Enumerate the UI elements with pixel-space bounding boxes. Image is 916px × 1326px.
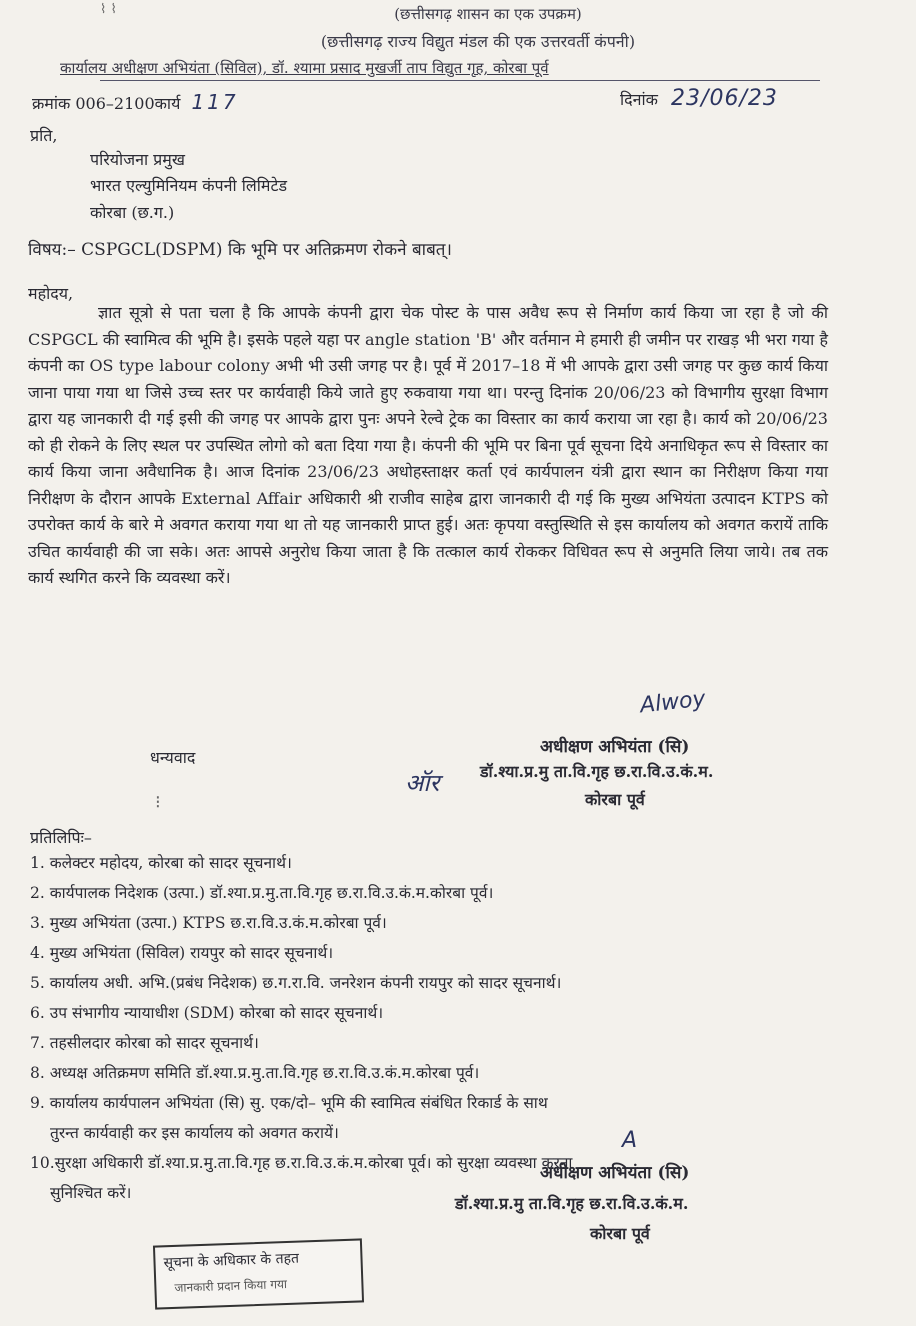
cc-title: प्रतिलिपिः– [30,828,92,847]
recipient-line-2: भारत एल्युमिनियम कंपनी लिमिटेड [90,176,288,195]
corner-mark: ⌇ ⌇ [100,2,117,17]
signatory-place: कोरबा पूर्व [585,790,645,809]
rti-stamp [153,1238,364,1309]
salutation: महोदय, [28,284,74,303]
cc-item-continuation: सुनिश्चित करें। [50,1184,132,1202]
margin-mark: ⁝ [155,792,161,813]
prati-label: प्रति, [30,126,58,145]
cc-item: 9. कार्यालय कार्यपालन अभियंता (सि) सु. एक/दो– भूमि की स्वामित्व संबंधित रिकार्ड के साथ [30,1094,548,1112]
letter-body: ज्ञात सूत्रो से पता चला है कि आपके कंपनी द्वारा चेक पोस्ट के पास अवैध रूप से निर्माण कार्य किया जा रहा है जो की CSPGCL की स्वामित्व की भूमि है। इसके पहले यहा पर angle station 'B' और वर्तमान मे हमारी ही जमीन पर राखड़ भी भरा गया है कंपनी का OS type labour colony अभी भी उसी जगह पर है। पूर्व में 2017–18 में भी आपके द्वारा उसी जगह पर कुछ कार्य किया जाना पाया गया था जिसे उच्च स्तर पर कार्यवाही किये जाते हुए रुकवाया गया था। परन्तु दिनांक 20/06/23 को विभागीय सुरक्षा विभाग द्वारा यह जानकारी दी गई इसी की जगह पर आपके द्वारा पुनः अपने रेल्वे ट्रेक का विस्तार का कार्य कराया जा रहा है। कार्य को 20/06/23 को ही रोकने के लिए स्थल पर उपस्थित लोगो को बता दिया गया है। कंपनी की भूमि पर बिना पूर्व सूचना दिये अनाधिकृत रूप से विस्तार का कार्य किया जाना अवैधानिक है। आज दिनांक 23/06/23 अधोहस्ताक्षर कर्ता एवं कार्यपालन यंत्री द्वारा स्थान का निरीक्षण किया गया निरीक्षण के दौरान आपके External Affair अधिकारी श्री राजीव साहेब द्वारा जानकारी दी गई कि मुख्य अभियंता उत्पादन KTPS को उपरोक्त कार्य के बारे मे अवगत कराया गया था तो यह जानकारी प्राप्त हुई। अतः कृपया वस्तुस्थिति से इस कार्यालय को अवगत करायें ताकि उचित कार्यवाही की जा सके। अतः आपसे अनुरोध किया जाता है कि तत्काल कार्य रोककर विधिवत रूप से अनुमति लिया जाये। तब तक कार्य स्थगित करने कि व्यवस्था करें। [28,303,828,587]
reference-number: 117 [191,90,239,114]
cc-list [30,848,830,1208]
second-signatory-place: कोरबा पूर्व [590,1224,650,1243]
cc-item: 6. उप संभागीय न्यायाधीश (SDM) कोरबा को सादर सूचनार्थ। [30,1004,384,1022]
recipient-line-1: परियोजना प्रमुख [90,150,185,169]
second-signatory-org: डॉ.श्या.प्र.मु ता.वि.गृह छ.रा.वि.उ.कं.म. [455,1194,689,1213]
cc-item: 7. तहसीलदार कोरबा को सादर सूचनार्थ। [30,1034,259,1052]
signature-scrawl: Alwoy [638,686,707,719]
closing-text: धन्यवाद [150,748,196,767]
cc-item: 10.सुरक्षा अधिकारी डॉ.श्या.प्र.मु.ता.वि.गृह छ.रा.वि.उ.कं.म.कोरबा पूर्व। को सुरक्षा व्यवस्था करना [30,1154,573,1172]
cc-item-continuation: तुरन्त कार्यवाही कर इस कार्यालय को अवगत करायें। [50,1124,339,1142]
signatory-title: अधीक्षण अभियंता (सि) [540,737,690,757]
second-signature-scrawl: A [622,1128,638,1153]
header-office-address: कार्यालय अधीक्षण अभियंता (सिविल), डॉ. श्यामा प्रसाद मुखर्जी ताप विद्युत गृह, कोरबा पूर्व [60,59,549,77]
reference-label: क्रमांक 006–2100कार्य [32,94,181,113]
header-line-1: (छत्तीसगढ़ शासन का एक उपक्रम) [394,5,582,23]
signatory-initials: ऑर [405,769,440,797]
date-line [620,86,778,111]
cc-item: 1. कलेक्टर महोदय, कोरबा को सादर सूचनार्थ। [30,854,292,872]
date-label: दिनांक [620,90,658,109]
cc-item: 2. कार्यपालक निदेशक (उत्पा.) डॉ.श्या.प्र.मु.ता.वि.गृह छ.रा.वि.उ.कं.म.कोरबा पूर्व। [30,884,494,902]
stamp-line-2: जानकारी प्रदान किया गया [174,1277,288,1295]
recipient-line-3: कोरबा (छ.ग.) [90,203,175,222]
header-divider [100,80,820,81]
signatory-org: डॉ.श्या.प्र.मु ता.वि.गृह छ.रा.वि.उ.कं.म. [480,762,714,781]
second-signatory-title: अधीक्षण अभियंता (सि) [540,1163,690,1183]
cc-item: 8. अध्यक्ष अतिक्रमण समिति डॉ.श्या.प्र.मु.ता.वि.गृह छ.रा.वि.उ.कं.म.कोरबा पूर्व। [30,1064,480,1082]
cc-item: 4. मुख्य अभियंता (सिविल) रायपुर को सादर सूचनार्थ। [30,944,334,962]
cc-item: 5. कार्यालय अधी. अभि.(प्रबंध निदेशक) छ.ग.रा.वि. जनरेशन कंपनी रायपुर को सादर सूचनार्थ। [30,974,562,992]
cc-item: 3. मुख्य अभियंता (उत्पा.) KTPS छ.रा.वि.उ.कं.म.कोरबा पूर्व। [30,914,387,932]
header-line-2: (छत्तीसगढ़ राज्य विद्युत मंडल की एक उत्तरवर्ती कंपनी) [320,32,636,51]
reference-line [32,90,239,114]
date-value: 23/06/23 [671,86,778,111]
subject-line: विषय:– CSPGCL(DSPM) कि भूमि पर अतिक्रमण रोकने बाबत्। [28,240,452,260]
stamp-line-1: सूचना के अधिकार के तहत [163,1250,300,1272]
